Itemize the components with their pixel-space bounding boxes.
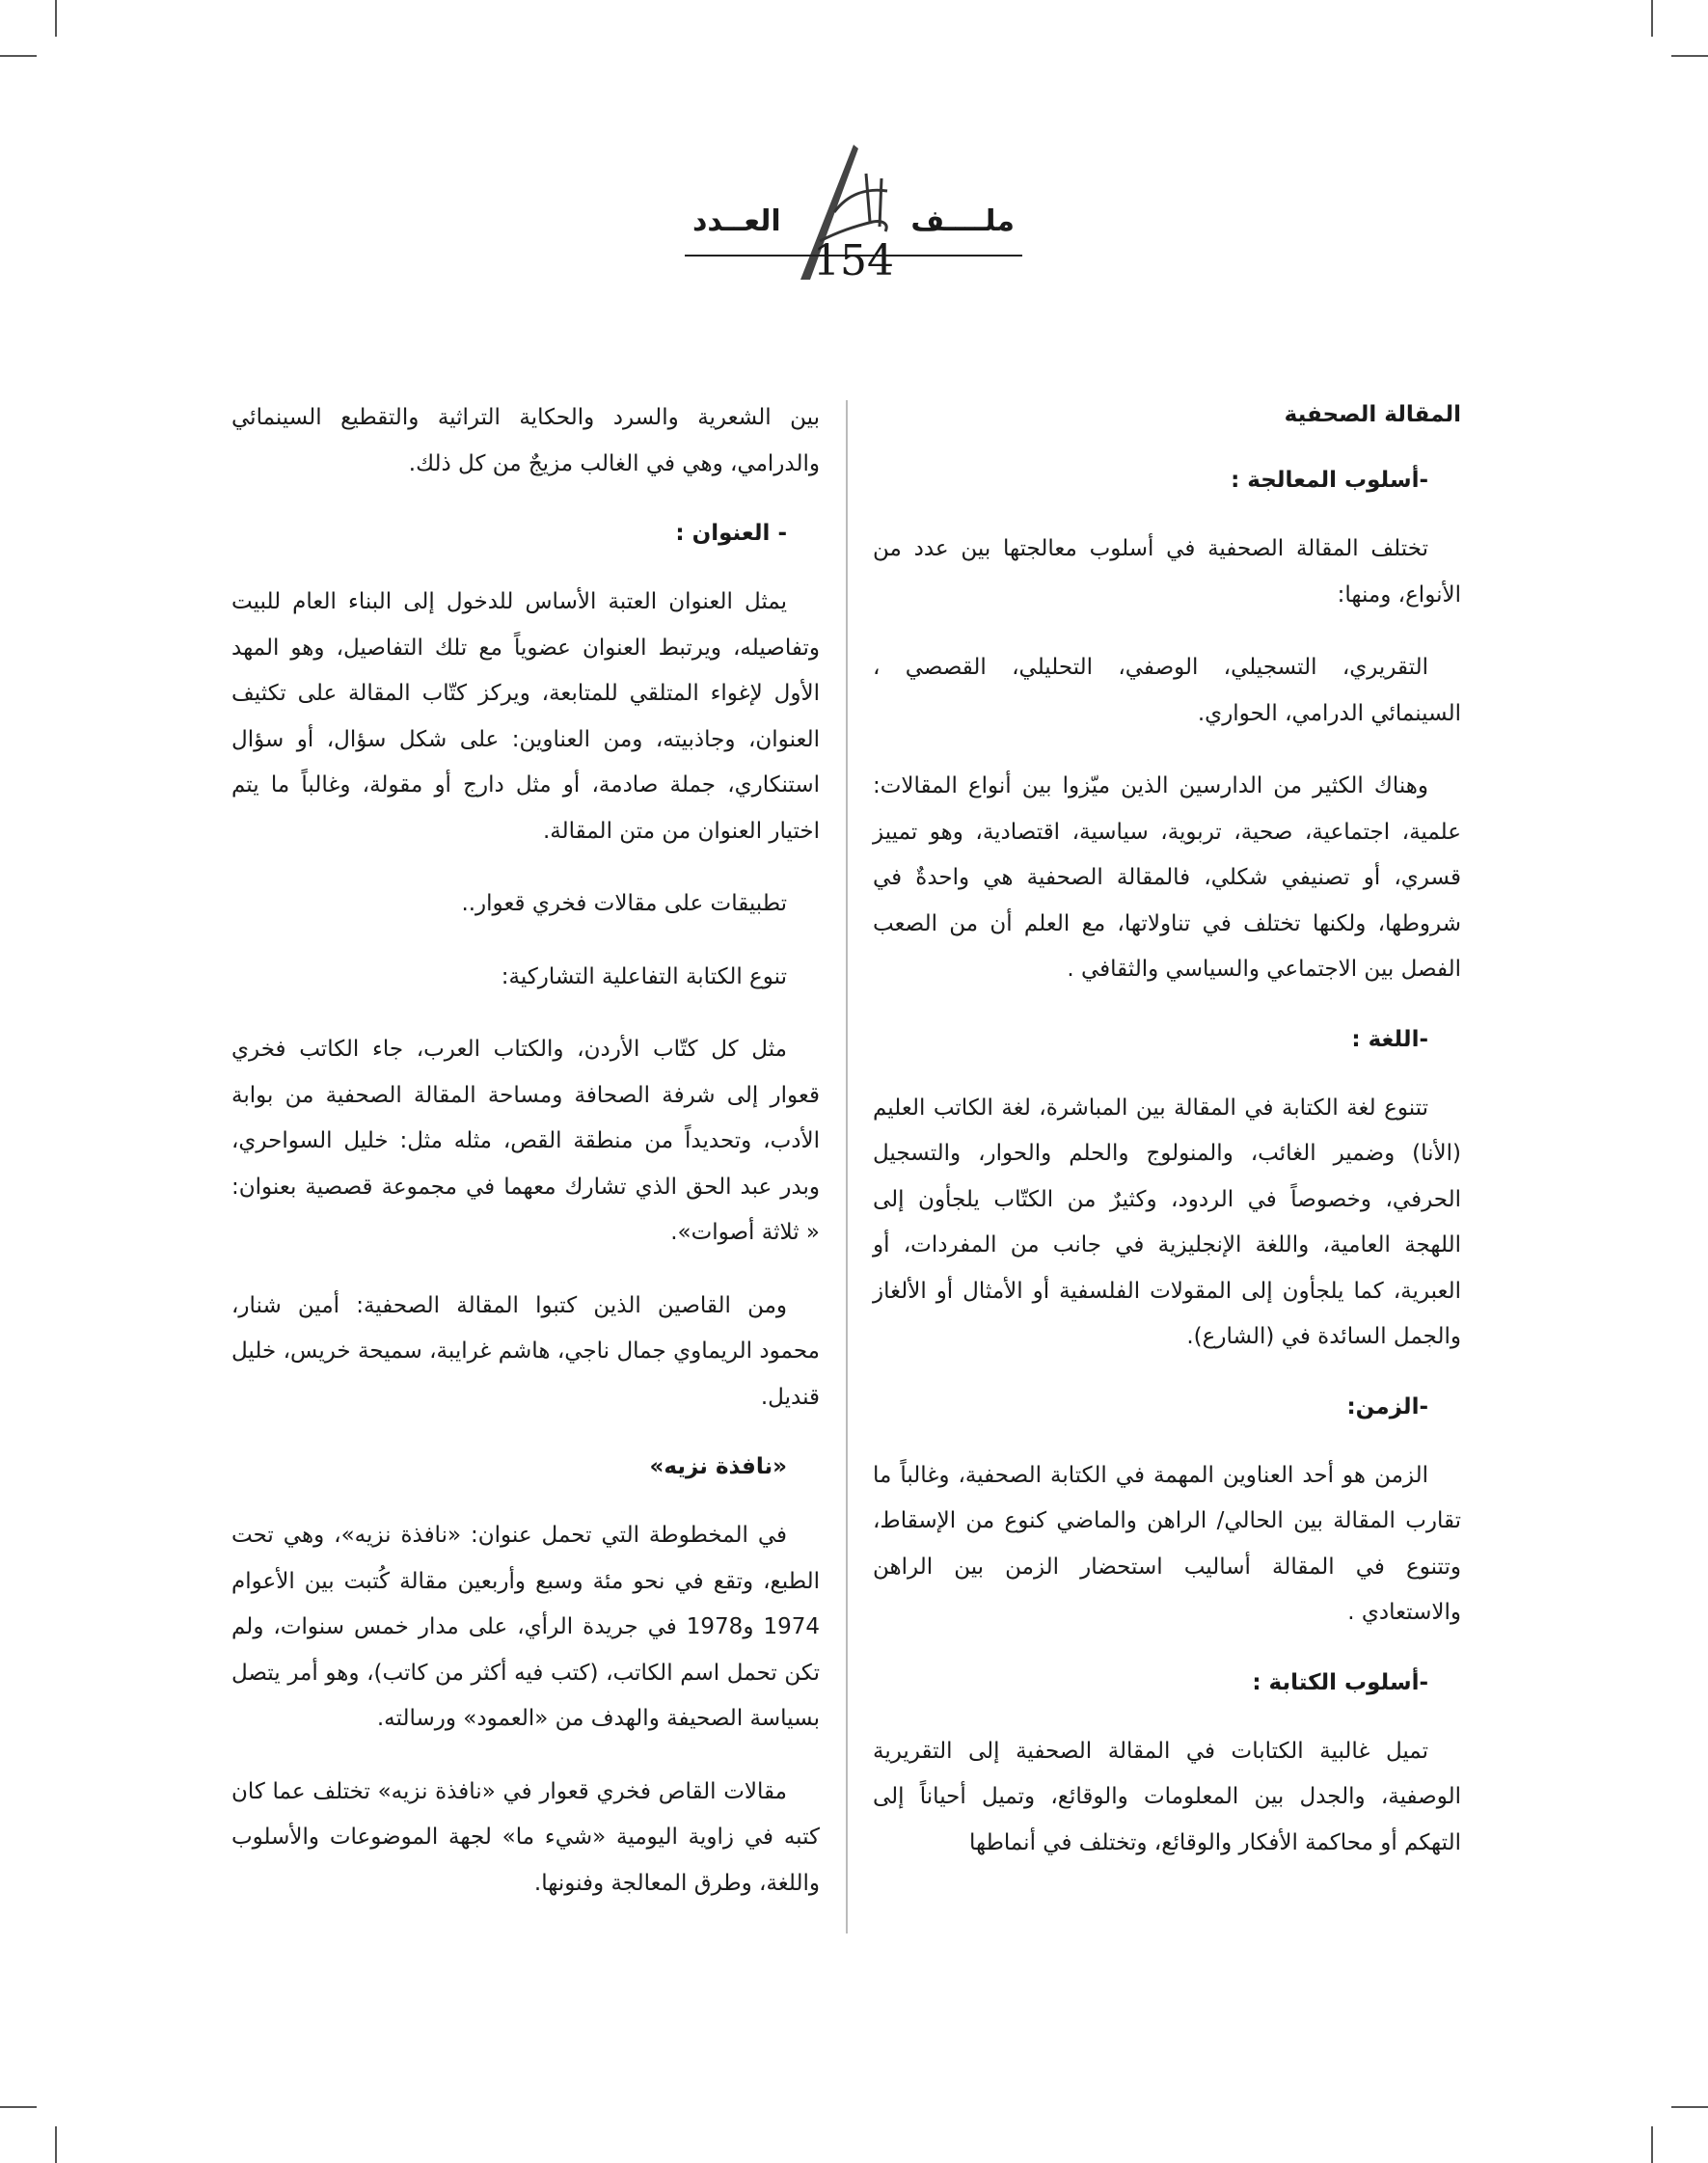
- header-section-word: ملــــف: [910, 204, 1015, 238]
- header-issue-word: العــدد: [692, 204, 781, 238]
- paragraph: مثل كل كتّاب الأردن، والكتاب العرب، جاء الكاتب فخري قعوار إلى شرفة الصحافة ومساحة المقالة الصحفية من بوابة الأدب، وتحديداً من منطقة القص، مثله مثل: خليل السواحري، وبدر عبد الحق الذي تشارك معهما في مجموعة قصصية بعنوان: « ثلاثة أصوات».: [231, 1037, 820, 1245]
- paragraph: تميل غالبية الكتابات في المقالة الصحفية إلى التقريرية الوصفية، والجدل بين المعلومات والوقائع، وتميل أحياناً إلى التهكم أو محاكمة الأفكار والوقائع، وتختلف في أنماطها: [873, 1738, 1461, 1855]
- subsection-heading: «نافذة نزيه»: [649, 1454, 787, 1479]
- paragraph: ومن القاصين الذين كتبوا المقالة الصحفية: أمين شنار، محمود الريماوي جمال ناجي، هاشم غرايبة، سميحة خريس، خليل قنديل.: [231, 1292, 820, 1410]
- subsection-heading: -اللغة :: [1351, 1026, 1428, 1052]
- crop-mark: [55, 0, 57, 37]
- paragraph: في المخطوطة التي تحمل عنوان: «نافذة نزيه»، وهي تحت الطبع، وتقع في نحو مئة وسبع وأربعين مقالة كُتبت بين الأعوام 1974 و1978 في جريدة الرأي، على مدار خمس سنوات، ولم تكن تحمل اسم الكاتب، (كتب فيه أكثر من كاتب)، وهو أمر يتصل بسياسة الصحيفة والهدف من «العمود» ورسالته.: [231, 1523, 820, 1731]
- crop-mark: [1671, 2106, 1708, 2108]
- subsection-heading: -الزمن:: [1346, 1393, 1428, 1419]
- left-column: [231, 395, 820, 1933]
- subsection-heading: - العنوان :: [675, 521, 787, 546]
- paragraph: تختلف المقالة الصحفية في أسلوب معالجتها بين عدد من الأنواع، ومنها:: [873, 536, 1461, 608]
- right-column: [873, 395, 1461, 1893]
- crop-mark: [1651, 2126, 1653, 2163]
- paragraph: بين الشعرية والسرد والحكاية التراثية والتقطيع السينمائي والدرامي، وهي في الغالب مزيجٌ من كل ذلك.: [231, 405, 820, 476]
- paragraph: الزمن هو أحد العناوين المهمة في الكتابة الصحفية، وغالباً ما تقارب المقالة بين الحالي/ الراهن والماضي كنوع من الإسقاط، وتتنوع في المقالة أساليب استحضار الزمن بين الراهن والاستعادي .: [873, 1462, 1461, 1625]
- page-number: 154: [813, 236, 894, 285]
- crop-mark: [0, 55, 37, 57]
- paragraph: التقريري، التسجيلي، الوصفي، التحليلي، القصصي ، السينمائي الدرامي، الحواري.: [873, 655, 1461, 726]
- subsection-heading: -أسلوب المعالجة :: [1231, 468, 1428, 493]
- crop-mark: [1671, 55, 1708, 57]
- paragraph: تتنوع لغة الكتابة في المقالة بين المباشرة، لغة الكاتب العليم (الأنا) وضمير الغائب، والمنولوج والحلم والحوار، والتسجيل الحرفي، وخصوصاً في الردود، وكثيرٌ من الكتّاب يلجأون إلى اللهجة العامية، واللغة الإنجليزية في جانب من المفردات، أو العبرية، كما يلجأون إلى المقولات الفلسفية أو الأمثال أو الألغاز والجمل السائدة في (الشارع).: [873, 1095, 1461, 1349]
- paragraph: تطبيقات على مقالات فخري قعوار..: [461, 891, 787, 916]
- section-heading: المقالة الصحفية: [1284, 402, 1461, 427]
- crop-mark: [1651, 0, 1653, 37]
- crop-mark: [55, 2126, 57, 2163]
- paragraph: وهناك الكثير من الدارسين الذين ميّزوا بين أنواع المقالات: علمية، اجتماعية، صحية، تربوية، سياسية، اقتصادية، وهو تمييز قسري، أو تصنيفي شكلي، فالمقالة الصحفية هي واحدةٌ في شروطها، ولكنها تختلف في تناولاتها، مع العلم أن من الصعب الفصل بين الاجتماعي والسياسي والثقافي .: [873, 773, 1461, 982]
- paragraph: تنوع الكتابة التفاعلية التشاركية:: [501, 963, 787, 989]
- column-divider: [846, 400, 848, 1933]
- subsection-heading: -أسلوب الكتابة :: [1252, 1669, 1428, 1695]
- crop-mark: [0, 2106, 37, 2108]
- paragraph: مقالات القاص فخري قعوار في «نافذة نزيه» تختلف عما كان كتبه في زاوية اليومية «شيء ما» لجهة الموضوعات والأسلوب واللغة، وطرق المعالجة وفنونها.: [231, 1778, 820, 1896]
- paragraph: يمثل العنوان العتبة الأساس للدخول إلى البناء العام للبيت وتفاصيله، ويرتبط العنوان عضوياً مع تلك التفاصيل، وهو المهد الأول لإغواء المتلقي للمتابعة، ويركز كتّاب المقالة على تكثيف العنوان، وجاذبيته، ومن العناوين: على شكل سؤال، أو سؤال استنكاري، جملة صادمة، أو مثل دارج أو مقولة، وغالباً ما يتم اختيار العنوان من متن المقالة.: [231, 589, 820, 844]
- page-header: [675, 135, 1032, 309]
